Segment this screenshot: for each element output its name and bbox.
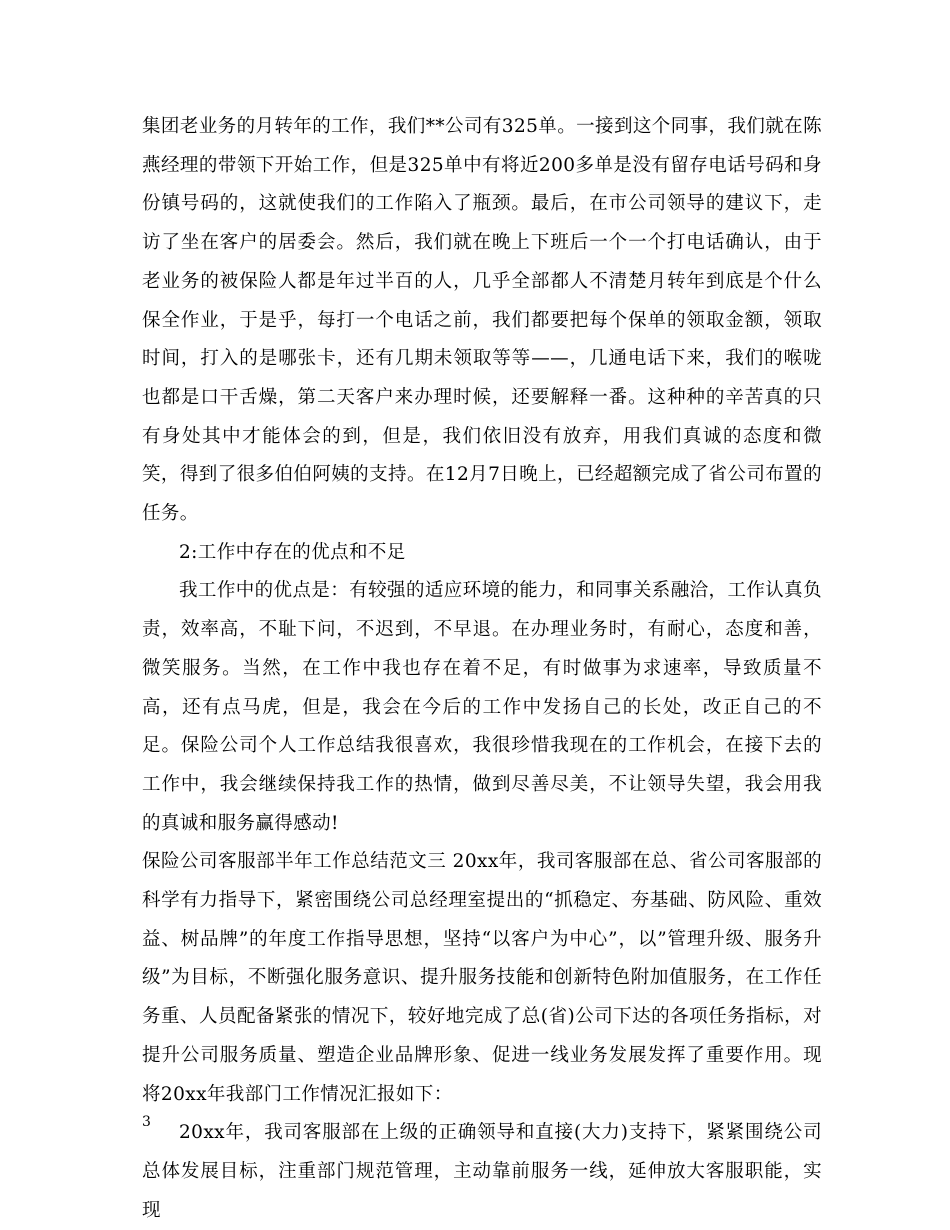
document-body <box>142 108 822 1230</box>
section-heading-strengths-weaknesses: 2:工作中存在的优点和不足 <box>179 541 406 563</box>
paragraph-continued: 集团老业务的月转年的工作，我们**公司有325单。一接到这个同事，我们就在陈燕经理的带领下开始工作，但是325单中有将近200多单是没有留存电话号码和身份镇号码的，这就使我们的工作陷入了瓶颈。最后，在市公司领导的建议下，走访了坐在客户的居委会。然后，我们就在晚上下班后一个一个打电话确认，由于老业务的被保险人都是年过半百的人，几乎全部都人不清楚月转年到底是个什么保全作业，于是乎，每打一个电话之前，我们都要把每个保单的领取金额，领取时间，打入的是哪张卡，还有几期未领取等等——，几通电话下来，我们的喉咙也都是口干舌燥，第二天客户来办理时候，还要解释一番。这种种的辛苦真的只有身处其中才能体会的到，但是，我们依旧没有放弃，用我们真诚的态度和微笑，得到了很多伯伯阿姨的支持。在12月7日晚上，已经超额完成了省公司布置的任务。 <box>142 116 822 525</box>
paragraph-sample-three: 保险公司客服部半年工作总结范文三 20xx年，我司客服部在总、省公司客服部的科学有力指导下，紧密围绕公司总经理室提出的“抓稳定、夯基础、防风险、重效益、树品牌”的年度工作指导思想，坚持“以客户为中心”，以”管理升级、服务升级”为目标，不断强化服务意识、提升服务技能和创新特色附加值服务，在工作任务重、人员配备紧张的情况下，较好地完成了总(省)公司下达的各项任务指标，对提升公司服务质量、塑造企业品牌形象、促进一线业务发展发挥了重要作用。现将20xx年我部门工作情况汇报如下： <box>142 851 822 1105</box>
page-number: 3 <box>142 1114 151 1130</box>
paragraph-strengths-weaknesses: 我工作中的优点是：有较强的适应环境的能力，和同事关系融洽，工作认真负责，效率高，不耻下问，不迟到，不早退。在办理业务时，有耐心，态度和善，微笑服务。当然，在工作中我也存在着不足，有时做事为求速率，导致质量不高，还有点马虎，但是，我会在今后的工作中发扬自己的长处，改正自己的不足。保险公司个人工作总结我很喜欢，我很珍惜我现在的工作机会，在接下去的工作中，我会继续保持我工作的热情，做到尽善尽美，不让领导失望，我会用我的真诚和服务赢得感动! <box>142 580 822 834</box>
paragraph-annual-summary: 20xx年，我司客服部在上级的正确领导和直接(大力)支持下，紧紧围绕公司总体发展目标，注重部门规范管理，主动靠前服务一线，延伸放大客服职能，实现 <box>142 1122 822 1221</box>
